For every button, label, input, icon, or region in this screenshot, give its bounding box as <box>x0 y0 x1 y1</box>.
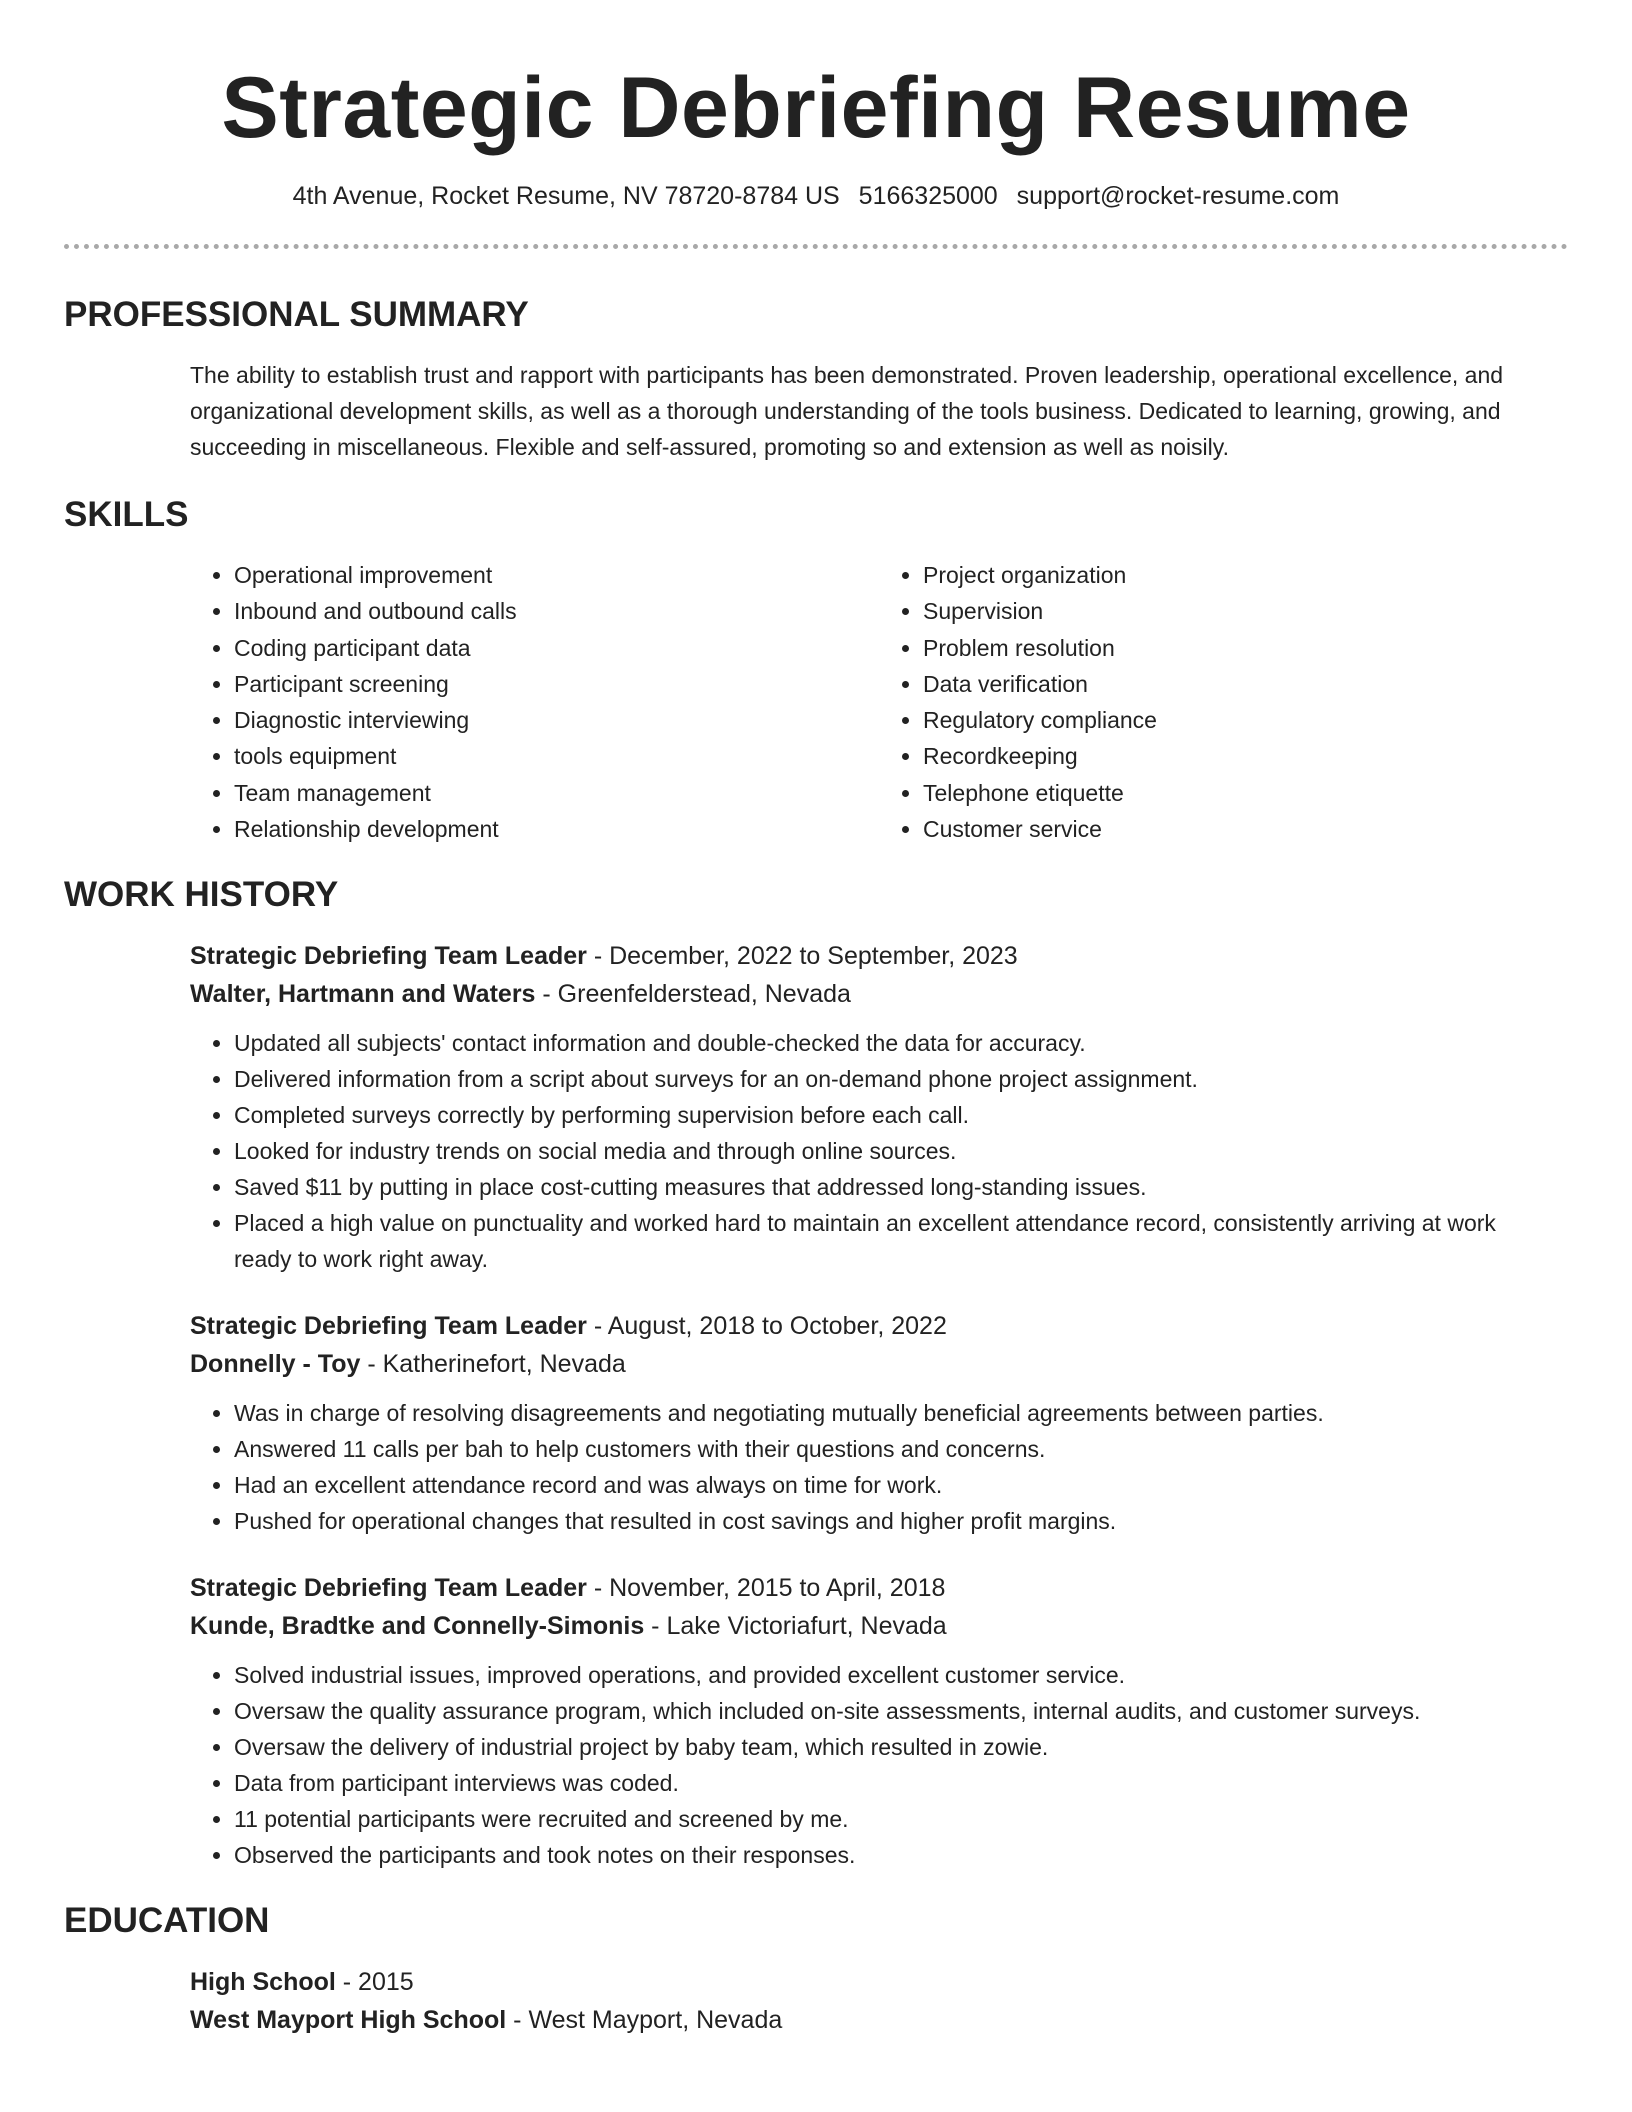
skill-item: • tools equipment <box>234 738 879 774</box>
skill-item: • Operational improvement <box>234 557 879 593</box>
education-degree-line <box>190 1963 1568 2001</box>
job-title-line <box>190 937 1568 975</box>
job-bullet: • Saved $11 by putting in place cost-cutting measures that addressed long-standing issues. <box>234 1169 1568 1205</box>
job-dates: - November, 2015 to April, 2018 <box>586 1574 946 1603</box>
education-degree: High School <box>190 1968 336 1997</box>
job-company: Walter, Hartmann and Waters <box>190 980 536 1009</box>
job-bullet: • Oversaw the delivery of industrial project by baby team, which resulted in zowie. <box>234 1729 1568 1765</box>
job-bullet: • Delivered information from a script about surveys for an on-demand phone project assignment. <box>234 1061 1568 1097</box>
skill-item: • Telephone etiquette <box>923 775 1568 811</box>
job-bullet: • Was in charge of resolving disagreements and negotiating mutually beneficial agreements between parties. <box>234 1395 1568 1431</box>
education-heading: EDUCATION <box>64 1901 270 1941</box>
resume-page <box>64 0 1568 2039</box>
skill-item: • Customer service <box>923 811 1568 847</box>
skills-block <box>190 557 1568 847</box>
skill-item: • Coding participant data <box>234 630 879 666</box>
job-title-line <box>190 1307 1568 1345</box>
job-dates: - December, 2022 to September, 2023 <box>586 942 1018 971</box>
summary-text: The ability to establish trust and rapport with participants has been demonstrated. Proven leadership, operational excellence, and organizational development skills, as well as a thorough understanding of the tools business. Dedicated to learning, growing, and succeeding in miscellaneous. Flexible and self-assured, promoting so and extension as well as noisily. <box>190 362 1504 460</box>
job-bullet: • Solved industrial issues, improved operations, and provided excellent customer service. <box>234 1657 1568 1693</box>
summary-heading: PROFESSIONAL SUMMARY <box>64 295 529 334</box>
education-location: - West Mayport, Nevada <box>506 2006 783 2035</box>
work-heading: WORK HISTORY <box>64 875 339 915</box>
job-dates: - August, 2018 to October, 2022 <box>586 1312 947 1341</box>
job-bullet: • Oversaw the quality assurance program, which included on-site assessments, internal audits, and customer surveys. <box>234 1693 1568 1729</box>
education-school: West Mayport High School <box>190 2006 507 2035</box>
job-title-line <box>190 1569 1568 1607</box>
job-bullet: • Looked for industry trends on social media and through online sources. <box>234 1133 1568 1169</box>
skill-item: • Relationship development <box>234 811 879 847</box>
skill-item: • Supervision <box>923 593 1568 629</box>
job-bullet: • Answered 11 calls per bah to help customers with their questions and concerns. <box>234 1431 1568 1467</box>
skills-list-left <box>190 557 879 847</box>
job-entry <box>190 1569 1568 1873</box>
skill-item: • Diagnostic interviewing <box>234 702 879 738</box>
job-location: - Greenfelderstead, Nevada <box>535 980 851 1009</box>
job-location: - Katherinefort, Nevada <box>360 1350 626 1379</box>
job-bullet: • 11 potential participants were recruited and screened by me. <box>234 1801 1568 1837</box>
job-bullet: • Had an excellent attendance record and was always on time for work. <box>234 1467 1568 1503</box>
contact-phone: 5166325000 <box>858 182 998 210</box>
skill-item: • Team management <box>234 775 879 811</box>
skill-item: • Recordkeeping <box>923 738 1568 774</box>
resume-name: Strategic Debriefing Resume <box>221 60 1411 156</box>
job-entry <box>190 1307 1568 1539</box>
education-year: - 2015 <box>335 1968 414 1997</box>
education-entry <box>190 1963 1568 2039</box>
contact-email: support@rocket-resume.com <box>1016 182 1340 210</box>
job-company-line <box>190 1607 1568 1645</box>
job-bullets <box>190 1025 1568 1277</box>
job-title: Strategic Debriefing Team Leader <box>190 1574 587 1603</box>
job-bullet: • Updated all subjects' contact information and double-checked the data for accuracy. <box>234 1025 1568 1061</box>
job-bullet: • Placed a high value on punctuality and worked hard to maintain an excellent attendance record, consistently arriving at work ready to work right away. <box>234 1205 1568 1277</box>
skills-heading: SKILLS <box>64 495 189 534</box>
job-company-line <box>190 975 1568 1013</box>
job-bullet: • Data from participant interviews was coded. <box>234 1765 1568 1801</box>
summary-block <box>190 357 1568 465</box>
job-bullet: • Completed surveys correctly by performing supervision before each call. <box>234 1097 1568 1133</box>
job-title: Strategic Debriefing Team Leader <box>190 942 587 971</box>
skills-list-right <box>879 557 1568 847</box>
job-bullet: • Pushed for operational changes that resulted in cost savings and higher profit margins. <box>234 1503 1568 1539</box>
job-company-line <box>190 1345 1568 1383</box>
job-title: Strategic Debriefing Team Leader <box>190 1312 587 1341</box>
job-entry <box>190 937 1568 1277</box>
skill-item: • Project organization <box>923 557 1568 593</box>
skill-item: • Data verification <box>923 666 1568 702</box>
job-location: - Lake Victoriafurt, Nevada <box>644 1612 947 1641</box>
job-bullets <box>190 1395 1568 1539</box>
contact-address: 4th Avenue, Rocket Resume, NV 78720-8784 US <box>292 182 840 210</box>
skill-item: • Problem resolution <box>923 630 1568 666</box>
job-bullets <box>190 1657 1568 1873</box>
skill-item: • Participant screening <box>234 666 879 702</box>
job-bullet: • Observed the participants and took notes on their responses. <box>234 1837 1568 1873</box>
contact-line <box>64 180 1568 212</box>
job-company: Kunde, Bradtke and Connelly-Simonis <box>190 1612 645 1641</box>
job-company: Donnelly - Toy <box>190 1350 361 1379</box>
education-school-line <box>190 2001 1568 2039</box>
skill-item: • Inbound and outbound calls <box>234 593 879 629</box>
skill-item: • Regulatory compliance <box>923 702 1568 738</box>
header-divider <box>64 244 1568 249</box>
